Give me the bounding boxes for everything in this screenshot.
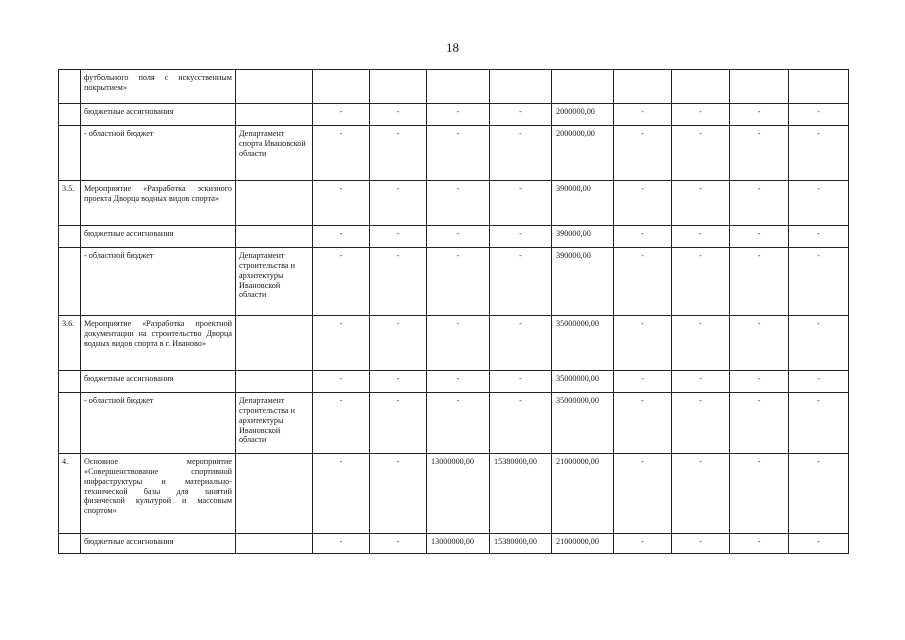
row-title: - областной бюджет [81,126,236,181]
amount-cell: 390000,00 [552,181,614,226]
amount-cell: - [789,248,849,316]
amount-cell: - [313,126,370,181]
amount-cell: 35000000,00 [552,371,614,393]
amount-cell: - [427,181,490,226]
amount-cell: - [370,226,427,248]
amount-cell: - [730,316,789,371]
amount-cell: - [730,104,789,126]
amount-cell: - [730,126,789,181]
amount-cell: - [313,226,370,248]
row-executor [236,316,313,371]
amount-cell: - [313,454,370,534]
amount-cell: - [672,371,730,393]
amount-cell: - [730,181,789,226]
amount-cell: - [490,104,552,126]
row-title: Основное мероприятие «Совершенствование спортивной инфраструктуры и материально-технической базы для занятий физической культурой и массовым спортом» [81,454,236,534]
table-row [59,181,849,226]
row-executor: Департамент строительства и архитектуры Ивановской области [236,393,313,454]
amount-cell: - [370,534,427,554]
row-number [59,393,81,454]
table-row [59,316,849,371]
amount-cell: - [490,248,552,316]
table-row [59,126,849,181]
row-executor [236,226,313,248]
row-title: - областной бюджет [81,248,236,316]
amount-cell: - [490,126,552,181]
row-number: 4. [59,454,81,534]
amount-cell: - [490,371,552,393]
row-number [59,126,81,181]
amount-cell: - [789,393,849,454]
amount-cell: - [490,316,552,371]
amount-cell [370,70,427,104]
amount-cell: - [672,454,730,534]
amount-cell: - [789,181,849,226]
amount-cell: - [614,454,672,534]
amount-cell: - [789,454,849,534]
table-row [59,248,849,316]
amount-cell: - [789,126,849,181]
amount-cell: - [789,316,849,371]
amount-cell: - [614,181,672,226]
row-number: 3.5. [59,181,81,226]
table-row [59,393,849,454]
row-number: 3.6. [59,316,81,371]
amount-cell: 21000000,00 [552,534,614,554]
row-executor [236,70,313,104]
amount-cell [313,70,370,104]
table-row [59,454,849,534]
amount-cell: - [614,226,672,248]
amount-cell [614,70,672,104]
amount-cell: - [313,534,370,554]
amount-cell: - [672,393,730,454]
amount-cell: - [427,104,490,126]
row-executor [236,181,313,226]
amount-cell: - [672,126,730,181]
amount-cell [730,70,789,104]
table-row [59,70,849,104]
row-executor [236,371,313,393]
amount-cell: 15380000,00 [490,534,552,554]
amount-cell: - [370,393,427,454]
amount-cell: - [789,104,849,126]
row-number [59,104,81,126]
row-title: бюджетные ассигнования [81,371,236,393]
table-row [59,371,849,393]
amount-cell: - [370,181,427,226]
amount-cell: - [789,371,849,393]
amount-cell: - [370,454,427,534]
row-title: бюджетные ассигнования [81,104,236,126]
amount-cell: 390000,00 [552,226,614,248]
amount-cell: - [672,316,730,371]
amount-cell: 35000000,00 [552,393,614,454]
amount-cell: - [614,248,672,316]
row-executor: Департамент строительства и архитектуры Ивановской области [236,248,313,316]
amount-cell: - [427,371,490,393]
row-number [59,534,81,554]
amount-cell: - [370,126,427,181]
amount-cell: 13000000,00 [427,534,490,554]
amount-cell: - [427,126,490,181]
amount-cell: - [614,126,672,181]
row-title: бюджетные ассигнования [81,534,236,554]
amount-cell: - [614,534,672,554]
amount-cell: - [427,393,490,454]
amount-cell: - [614,316,672,371]
amount-cell: - [427,226,490,248]
row-executor [236,534,313,554]
amount-cell: - [313,181,370,226]
row-executor [236,454,313,534]
row-number [59,371,81,393]
amount-cell: - [730,454,789,534]
amount-cell [427,70,490,104]
budget-table [58,69,849,554]
amount-cell: - [370,371,427,393]
amount-cell: 2000000,00 [552,104,614,126]
row-number [59,226,81,248]
row-title: Мероприятие «Разработка проектной документации на строительство Дворца водных видов спорта в г. Иваново» [81,316,236,371]
amount-cell: 35000000,00 [552,316,614,371]
amount-cell: - [789,226,849,248]
amount-cell: - [313,316,370,371]
amount-cell: - [614,371,672,393]
row-executor: Департамент спорта Ивановской области [236,126,313,181]
amount-cell: - [313,371,370,393]
amount-cell: - [370,316,427,371]
table-row [59,104,849,126]
amount-cell: 390000,00 [552,248,614,316]
amount-cell [789,70,849,104]
amount-cell [552,70,614,104]
amount-cell: - [370,248,427,316]
amount-cell: - [614,393,672,454]
row-title: футбольного поля с искусственным покрытием» [81,70,236,104]
amount-cell: - [672,181,730,226]
amount-cell: - [730,371,789,393]
amount-cell: - [313,393,370,454]
amount-cell: - [672,226,730,248]
amount-cell: - [313,248,370,316]
amount-cell: - [730,393,789,454]
row-title: Мероприятие «Разработка эскизного проекта Дворца водных видов спорта» [81,181,236,226]
amount-cell [490,70,552,104]
amount-cell: - [427,248,490,316]
amount-cell: - [672,534,730,554]
page-number: 18 [446,40,459,55]
amount-cell: - [730,534,789,554]
table-row [59,534,849,554]
amount-cell [672,70,730,104]
row-executor [236,104,313,126]
row-title: бюджетные ассигнования [81,226,236,248]
amount-cell: - [614,104,672,126]
amount-cell: - [490,393,552,454]
amount-cell: - [672,104,730,126]
amount-cell: - [730,226,789,248]
amount-cell: 13000000,00 [427,454,490,534]
row-number [59,70,81,104]
table-row [59,226,849,248]
amount-cell: - [370,104,427,126]
amount-cell: - [427,316,490,371]
amount-cell: 15380000,00 [490,454,552,534]
amount-cell: - [672,248,730,316]
row-number [59,248,81,316]
amount-cell: 21000000,00 [552,454,614,534]
amount-cell: - [490,181,552,226]
row-title: - областной бюджет [81,393,236,454]
amount-cell: - [730,248,789,316]
amount-cell: 2000000,00 [552,126,614,181]
amount-cell: - [789,534,849,554]
amount-cell: - [490,226,552,248]
amount-cell: - [313,104,370,126]
